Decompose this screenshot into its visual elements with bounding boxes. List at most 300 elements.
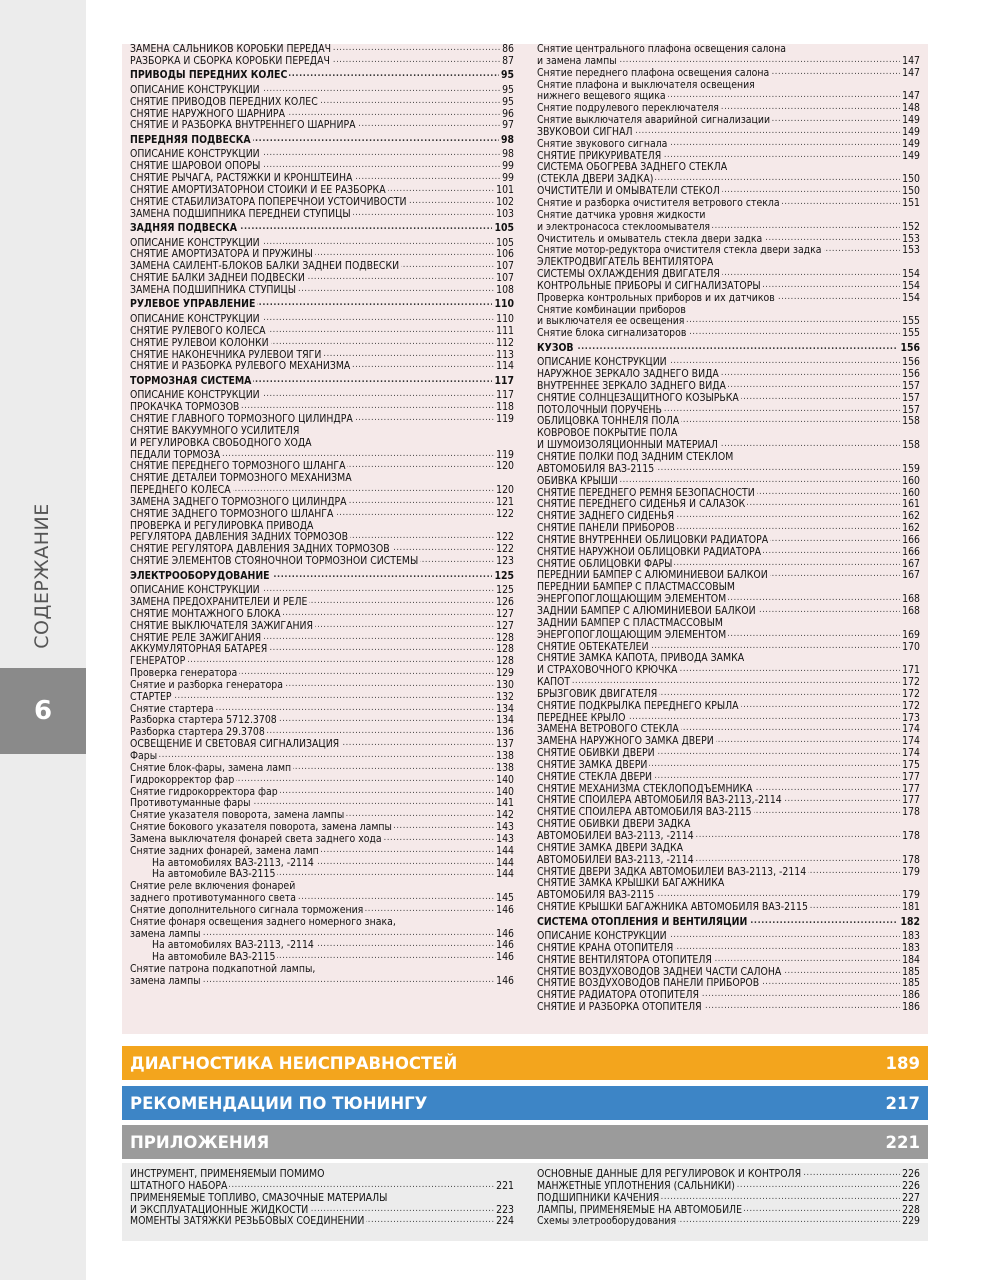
toc-entry[interactable] [130,822,514,834]
toc-entry-title: ЗАМЕНА ПРЕДОХРАНИТЕЛЕЙ И РЕЛЕ [130,597,308,608]
toc-entry-title: ОПИСАНИЕ КОНСТРУКЦИИ [130,313,260,325]
appendix-column-left [130,1169,514,1228]
toc-entry[interactable] [537,967,920,979]
toc-entry-page: 128 [496,656,514,668]
toc-entry-title: Снятие дополнительного сигнала торможения [130,904,364,916]
toc-entry[interactable] [130,798,514,810]
toc-entry-page: 153 [902,245,920,257]
toc-entry-page: 110 [496,313,514,325]
toc-entry[interactable] [130,585,514,597]
toc-entry[interactable] [537,795,920,807]
toc-entry[interactable] [537,760,920,772]
toc-entry-page: 95 [502,96,514,108]
toc-entry[interactable] [537,594,920,606]
toc-entry-title: Гидрокорректор фар [130,774,235,786]
toc-entry[interactable] [130,976,514,988]
toc-entry-title: Снятие датчика уровня жидкости [537,209,706,221]
toc-entry[interactable] [537,511,920,523]
toc-entry-title: СНЯТИЕ ПОДКРЫЛКА ПЕРЕДНЕГО КРЫЛА [537,700,739,712]
toc-entry-page: 126 [496,597,514,608]
toc-entry[interactable] [130,644,514,656]
toc-entry[interactable] [537,713,920,725]
toc-entry-title: СНЯТИЕ ДЕТАЛЕЙ ТОРМОЗНОГО МЕХАНИЗМА [130,473,352,485]
toc-entry[interactable] [130,350,514,362]
toc-entry[interactable] [130,1181,514,1193]
toc-entry[interactable] [130,402,514,414]
toc-entry-title: ПЕРЕДНЕГО КОЛЕСА [130,485,231,497]
toc-entry[interactable] [537,748,920,760]
toc-entry-title: СНЯТИЕ НАРУЖНОЙ ОБЛИЦОВКИ РАДИАТОРА [537,546,762,558]
toc-entry-page: 137 [496,739,514,751]
toc-entry-page: 128 [496,644,514,656]
toc-entry-title: Снятие подрулевого переключателя [537,103,719,115]
toc-entry-page: 185 [902,966,920,978]
toc-entry[interactable] [537,689,920,701]
toc-entry-title: Снятие плафона и выключателя освещения [537,79,755,91]
toc-section-heading[interactable] [130,376,514,388]
toc-entry-title: ОПИСАНИЕ КОНСТРУКЦИИ [130,585,260,597]
toc-entry[interactable] [130,544,514,556]
toc-entry[interactable] [130,120,514,132]
toc-entry-title: СНЯТИЕ ДВЕРИ ЗАДКА АВТОМОБИЛЕЙ ВАЗ-2113, -2114 [537,866,807,878]
toc-entry-page: 228 [902,1204,920,1216]
toc-entry-page: 179 [902,890,920,902]
toc-entry-title: Снятие переднего плафона освещения салона [537,67,770,79]
toc-entry[interactable] [537,1169,920,1181]
toc-entry[interactable] [130,704,514,716]
toc-entry[interactable] [537,198,920,210]
toc-entry[interactable] [537,736,920,748]
toc-entry[interactable] [537,630,920,642]
toc-entry-title: На автомобиле ВАЗ-2115 [130,869,277,880]
toc-entry[interactable] [537,955,920,967]
toc-entry[interactable] [537,151,920,163]
toc-entry-title: СНЯТИЕ АМОРТИЗАТОРНОЙ СТОЙКИ И ЕЕ РАЗБОРКА [130,184,386,196]
toc-entry-title: Снятие указателя поворота, замена лампы [130,810,345,822]
toc-entry[interactable] [537,547,920,559]
toc-entry-title: СНЯТИЕ РЫЧАГА, РАСТЯЖКИ И КРОНШТЕЙНА [130,173,353,185]
toc-entry[interactable] [130,1169,514,1181]
toc-entry[interactable] [537,476,920,488]
toc-entry-title: СНЯТИЕ ОБИВКИ ДВЕРИ ЗАДКА [537,819,691,831]
toc-entry-title: СНЯТИЕ ВЫКЛЮЧАТЕЛЯ ЗАЖИГАНИЯ [130,620,314,632]
appendix-band[interactable] [122,1125,928,1159]
toc-entry-title: СИСТЕМА ОТОПЛЕНИЯ И ВЕНТИЛЯЦИИ [537,916,748,928]
toc-entry[interactable] [130,438,514,450]
toc-entry[interactable] [130,609,514,621]
toc-entry-title: ЗАМЕНА ЗАДНЕГО ТОРМОЗНОГО ЦИЛИНДРА [130,496,347,508]
toc-entry[interactable] [130,497,514,509]
toc-entry[interactable] [537,464,920,476]
toc-entry[interactable] [130,905,514,917]
toc-entry[interactable] [537,80,920,92]
toc-entry[interactable] [130,917,514,929]
toc-entry-title: ПЕРЕДНЯЯ ПОДВЕСКА [130,134,251,146]
toc-entry-title: СНЯТИЕ И РАЗБОРКА ОТОПИТЕЛЯ [537,1002,702,1014]
toc-entry[interactable] [130,556,514,568]
toc-entry[interactable] [537,890,920,902]
toc-entry-page: 149 [902,150,920,162]
toc-entry-page: 154 [902,292,920,304]
toc-entry[interactable] [537,1181,920,1193]
toc-entry-page: 146 [496,952,514,964]
toc-entry[interactable] [537,653,920,665]
toc-entry[interactable] [130,521,514,533]
toc-entry-title: РАЗБОРКА И СБОРКА КОРОБКИ ПЕРЕДАЧ [130,55,330,67]
toc-entry[interactable] [537,807,920,819]
toc-entry-page: 183 [902,942,920,954]
toc-entry[interactable] [537,245,920,257]
toc-entry[interactable] [537,570,920,582]
toc-entry[interactable] [130,185,514,197]
toc-entry[interactable] [130,715,514,727]
toc-entry[interactable] [537,1193,920,1205]
toc-section-heading[interactable] [130,571,514,583]
toc-entry[interactable] [537,186,920,198]
toc-entry[interactable] [130,787,514,799]
toc-entry-title: СИСТЕМЫ ОХЛАЖДЕНИЯ ДВИГАТЕЛЯ [537,269,720,281]
toc-entry[interactable] [130,44,514,56]
toc-entry[interactable] [537,665,920,677]
toc-entry-title: АККУМУЛЯТОРНАЯ БАТАРЕЯ [130,644,268,656]
toc-section-heading[interactable] [130,299,514,311]
toc-entry[interactable] [130,846,514,858]
toc-entry[interactable] [537,416,920,428]
toc-entry-page: 146 [496,904,514,916]
toc-entry[interactable] [537,772,920,784]
toc-entry-title: ЭНЕРГОПОГЛОЩАЮЩИМ ЭЛЕМЕНТОМ [537,594,727,606]
toc-entry-title: СНЯТИЕ ПОЛКИ ПОД ЗАДНИМ СТЕКЛОМ [537,452,734,463]
toc-entry[interactable] [130,97,514,109]
toc-entry[interactable] [537,523,920,535]
toc-entry-page: 134 [496,703,514,715]
toc-entry[interactable] [130,161,514,173]
toc-entry-title: И ЭКСПЛУАТАЦИОННЫЕ ЖИДКОСТИ [130,1204,309,1216]
toc-entry-title: СНЯТИЕ ПРИКУРИВАТЕЛЯ [537,150,662,162]
toc-entry-page: 103 [496,208,514,220]
toc-entry-title: ИНСТРУМЕНТ, ПРИМЕНЯЕМЫЙ ПОМИМО [130,1169,325,1180]
toc-entry-page: 170 [902,641,920,653]
toc-entry[interactable] [130,285,514,297]
toc-entry[interactable] [130,261,514,273]
toc-entry[interactable] [537,878,920,890]
toc-entry-title: ПРОКАЧКА ТОРМОЗОВ [130,402,240,414]
toc-entry-page: 184 [902,954,920,966]
toc-entry-page: 158 [902,440,920,452]
toc-entry-page: 122 [496,544,514,556]
toc-entry[interactable] [537,642,920,654]
toc-entry[interactable] [537,139,920,151]
toc-entry[interactable] [537,103,920,115]
toc-entry-title: СНЯТИЕ ВОЗДУХОВОДОВ ЗАДНЕЙ ЧАСТИ САЛОНА [537,966,782,978]
toc-entry[interactable] [537,677,920,689]
toc-entry[interactable] [130,85,514,97]
toc-entry-title: СНЯТИЕ НАРУЖНОГО ШАРНИРА [130,108,285,120]
toc-entry[interactable] [537,91,920,103]
toc-entry[interactable] [537,162,920,174]
toc-entry-page: 114 [496,361,514,373]
toc-entry[interactable] [537,115,920,127]
toc-entry-page: 161 [902,499,920,511]
toc-entry-page: 127 [496,620,514,632]
toc-entry[interactable] [537,56,920,68]
toc-entry[interactable] [130,326,514,338]
toc-entry[interactable] [537,488,920,500]
toc-entry-title: СНЯТИЕ РУЛЕВОЙ КОЛОНКИ [130,337,269,349]
toc-entry-page: 174 [902,736,920,748]
toc-entry-title: АВТОМОБИЛЯ ВАЗ-2115 [537,463,655,475]
appendix-column-right [537,1169,920,1228]
toc-entry-title: Снятие стартера [130,703,214,715]
toc-entry[interactable] [130,597,514,609]
toc-entry[interactable] [537,831,920,843]
toc-entry-page: 154 [902,280,920,292]
toc-entry[interactable] [130,929,514,941]
toc-entry[interactable] [130,56,514,68]
toc-entry[interactable] [537,281,920,293]
toc-entry-page: 158 [902,416,920,428]
toc-entry[interactable] [130,1205,514,1217]
toc-entry[interactable] [537,1205,920,1217]
toc-entry[interactable] [537,452,920,464]
toc-section-heading[interactable] [537,917,920,929]
toc-entry-page: 181 [902,902,920,914]
toc-entry[interactable] [130,893,514,905]
toc-entry-page: 95 [500,70,514,82]
toc-entry-page: 166 [902,546,920,558]
toc-entry[interactable] [130,509,514,521]
toc-entry[interactable] [130,450,514,462]
toc-entry-page: 108 [496,284,514,296]
toc-entry[interactable] [130,763,514,775]
toc-entry-title: ЗАДНЯЯ ПОДВЕСКА [130,223,238,235]
toc-entry-page: 182 [900,916,920,928]
toc-section-heading[interactable] [130,223,514,235]
toc-entry[interactable] [537,369,920,381]
toc-entry-page: 168 [902,594,920,606]
toc-entry[interactable] [130,964,514,976]
toc-entry[interactable] [130,109,514,121]
toc-entry[interactable] [537,943,920,955]
toc-entry-title: И СТРАХОВОЧНОГО КРЮЧКА [537,665,678,677]
toc-entry[interactable] [130,197,514,209]
toc-entry[interactable] [537,819,920,831]
toc-entry[interactable] [537,222,920,234]
toc-entry-page: 110 [494,299,514,311]
toc-entry-title: СНЯТИЕ ВЕНТИЛЯТОРА ОТОПИТЕЛЯ [537,954,712,966]
toc-entry[interactable] [537,293,920,305]
toc-entry[interactable] [537,305,920,317]
toc-entry-title: СНЯТИЕ РЕГУЛЯТОРА ДАВЛЕНИЯ ЗАДНИХ ТОРМОЗОВ [130,544,390,556]
toc-entry-page: 172 [902,688,920,700]
toc-entry[interactable] [130,238,514,250]
toc-entry-title: и электронасоса стеклоомывателя [537,221,711,233]
toc-entry-title: И ШУМОИЗОЛЯЦИОННЫЙ МАТЕРИАЛ [537,440,718,452]
toc-entry[interactable] [537,978,920,990]
toc-entry-title: ПЕДАЛИ ТОРМОЗА [130,449,221,461]
toc-entry[interactable] [130,1216,514,1228]
toc-entry[interactable] [130,249,514,261]
toc-entry[interactable] [130,390,514,402]
toc-entry[interactable] [130,810,514,822]
toc-entry[interactable] [130,1193,514,1205]
toc-entry[interactable] [537,535,920,547]
appendix-title: ПРИЛОЖЕНИЯ [130,1132,270,1152]
toc-entry[interactable] [130,940,514,952]
toc-entry[interactable] [130,692,514,704]
toc-entry[interactable] [537,855,920,867]
toc-entry[interactable] [130,751,514,763]
toc-entry-page: 143 [496,833,514,845]
toc-entry[interactable] [130,633,514,645]
toc-entry[interactable] [130,775,514,787]
toc-entry[interactable] [130,621,514,633]
toc-entry[interactable] [537,269,920,281]
toc-entry[interactable] [130,149,514,161]
toc-entry-page: 224 [496,1216,514,1228]
diagnostics-page: 189 [885,1053,920,1073]
toc-entry-title: СНЯТИЕ БАЛКИ ЗАДНЕЙ ПОДВЕСКИ [130,273,305,285]
toc-entry[interactable] [130,173,514,185]
toc-entry-title: Разборка стартера 29.3708 [130,727,265,739]
toc-entry[interactable] [537,316,920,328]
toc-entry[interactable] [537,328,920,340]
toc-entry[interactable] [537,902,920,914]
toc-entry-title: СТАРТЕР [130,691,172,703]
toc-entry-page: 117 [494,375,514,387]
toc-entry[interactable] [537,606,920,618]
toc-entry-title: ЗАМЕНА НАРУЖНОГО ЗАМКА ДВЕРИ [537,736,714,748]
toc-entry-page: 167 [902,558,920,570]
toc-entry[interactable] [130,461,514,473]
toc-entry-title: СНЯТИЕ ПРИВОДОВ ПЕРЕДНИХ КОЛЕС [130,96,318,108]
toc-entry-title: (СТЕКЛА ДВЕРИ ЗАДКА) [537,174,654,186]
toc-section-heading[interactable] [130,135,514,147]
toc-entry[interactable] [537,931,920,943]
toc-entry[interactable] [537,393,920,405]
toc-entry[interactable] [130,414,514,426]
toc-entry[interactable] [130,668,514,680]
toc-entry-title: Снятие задних фонарей, замена ламп [130,845,319,857]
tuning-band[interactable] [122,1086,928,1120]
toc-entry[interactable] [537,582,920,594]
toc-entry-title: СНЯТИЕ ЗАМКА КРЫШКИ БАГАЖНИКА [537,878,725,890]
toc-entry[interactable] [130,858,514,870]
toc-entry[interactable] [537,44,920,56]
toc-entry-page: 159 [902,463,920,475]
toc-entry[interactable] [130,426,514,438]
toc-entry-title: НАРУЖНОЕ ЗЕРКАЛО ЗАДНЕГО ВИДА [537,369,719,381]
toc-entry[interactable] [537,618,920,630]
diagnostics-title: ДИАГНОСТИКА НЕИСПРАВНОСТЕЙ [130,1053,458,1073]
toc-entry-page: 172 [902,677,920,689]
toc-entry-page: 136 [496,727,514,739]
toc-entry[interactable] [130,869,514,881]
toc-entry-title: СНЯТИЕ ВОЗДУХОВОДОВ ПАНЕЛИ ПРИБОРОВ [537,978,760,990]
toc-entry-title: ПРИМЕНЯЕМЫЕ ТОПЛИВО, СМАЗОЧНЫЕ МАТЕРИАЛЫ [130,1192,388,1204]
toc-entry-title: ОПИСАНИЕ КОНСТРУКЦИИ [130,84,260,96]
toc-entry-title: СНЯТИЕ РАДИАТОРА ОТОПИТЕЛЯ [537,990,699,1002]
toc-entry-page: 144 [496,845,514,857]
toc-entry-title: ЛАМПЫ, ПРИМЕНЯЕМЫЕ НА АВТОМОБИЛЕ [537,1204,742,1216]
toc-entry-title: СНЯТИЕ ГЛАВНОГО ТОРМОЗНОГО ЦИЛИНДРА [130,414,353,426]
toc-entry[interactable] [537,559,920,571]
toc-entry[interactable] [537,428,920,440]
toc-entry-title: ОПИСАНИЕ КОНСТРУКЦИИ [537,357,667,369]
toc-entry[interactable] [130,881,514,893]
toc-entry[interactable] [537,210,920,222]
toc-entry[interactable] [537,701,920,713]
toc-entry-page: 148 [902,103,920,115]
toc-entry-page: 97 [502,120,514,132]
toc-entry-title: ОЧИСТИТЕЛИ И ОМЫВАТЕЛИ СТЕКОЛ [537,186,720,198]
toc-entry[interactable] [130,727,514,739]
toc-entry[interactable] [537,68,920,80]
toc-entry[interactable] [130,473,514,485]
toc-entry-page: 178 [902,831,920,842]
toc-entry-title: СНЯТИЕ СПОЙЛЕРА АВТОМОБИЛЯ ВАЗ-2113,-2114 [537,795,782,807]
toc-entry-title: СНЯТИЕ ШАРОВОЙ ОПОРЫ [130,161,261,173]
toc-section-heading[interactable] [537,343,920,355]
toc-entry[interactable] [130,680,514,692]
toc-entry[interactable] [130,656,514,668]
toc-entry[interactable] [537,990,920,1002]
toc-entry-page: 98 [502,149,514,161]
toc-entry-page: 227 [902,1192,920,1204]
toc-entry[interactable] [130,209,514,221]
toc-entry-title: СНЯТИЕ МЕХАНИЗМА СТЕКЛОПОДЪЕМНИКА [537,783,753,795]
toc-entry[interactable] [537,1216,920,1228]
toc-entry-title: СНЯТИЕ И РАЗБОРКА ВНУТРЕННЕГО ШАРНИРА [130,120,356,132]
diagnostics-band[interactable] [122,1046,928,1080]
toc-entry[interactable] [130,361,514,373]
toc-entry-title: ОПИСАНИЕ КОНСТРУКЦИИ [130,149,260,161]
toc-entry[interactable] [537,843,920,855]
toc-entry[interactable] [130,952,514,964]
toc-entry[interactable] [537,405,920,417]
toc-entry[interactable] [130,834,514,846]
toc-entry[interactable] [537,257,920,269]
toc-entry[interactable] [130,739,514,751]
toc-entry[interactable] [537,1002,920,1014]
toc-entry[interactable] [537,867,920,879]
toc-entry[interactable] [130,532,514,544]
toc-entry-title: СНЯТИЕ СОЛНЦЕЗАЩИТНОГО КОЗЫРЬКА [537,392,739,404]
toc-entry[interactable] [537,357,920,369]
toc-entry[interactable] [537,784,920,796]
toc-entry[interactable] [130,485,514,497]
toc-entry-page: 96 [502,108,514,120]
toc-entry-title: СНЯТИЕ ВАКУУМНОГО УСИЛИТЕЛЯ [130,425,300,437]
toc-entry[interactable] [537,440,920,452]
toc-entry[interactable] [130,338,514,350]
toc-entry-title: Снятие звукового сигнала [537,138,668,150]
toc-entry-page: 150 [902,186,920,198]
toc-section-heading[interactable] [130,70,514,82]
toc-entry-title: АВТОМОБИЛЕЙ ВАЗ-2113, -2114 [537,831,694,842]
toc-entry-page: 166 [902,534,920,546]
toc-entry-title: Проверка генератора [130,668,238,680]
toc-entry[interactable] [537,499,920,511]
toc-entry[interactable] [130,273,514,285]
toc-entry[interactable] [537,381,920,393]
toc-entry[interactable] [537,724,920,736]
toc-entry[interactable] [537,174,920,186]
toc-entry[interactable] [537,127,920,139]
tuning-title: РЕКОМЕНДАЦИИ ПО ТЮНИНГУ [130,1093,428,1113]
toc-entry[interactable] [537,234,920,246]
toc-entry[interactable] [130,314,514,326]
